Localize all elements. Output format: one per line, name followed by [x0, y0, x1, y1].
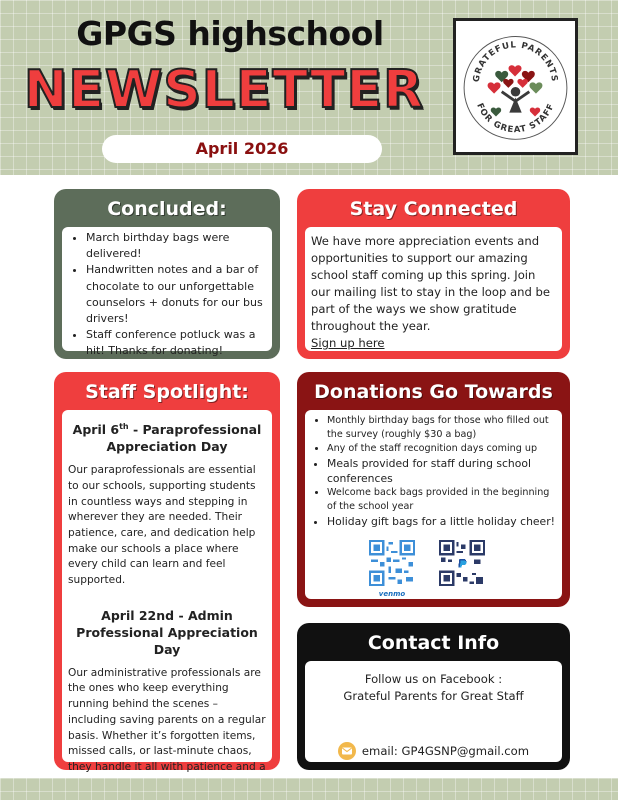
logo-text-bottom: FOR GREAT STAFF [474, 101, 557, 136]
list-item: • Handwritten notes and a bar of chocolate to our unforgettable counselors + donuts for our bus drivers! [86, 262, 266, 327]
list-item: • Holiday gift bags for a little holiday cheer! [327, 514, 556, 529]
stay-connected-heading: Stay Connected [349, 198, 518, 220]
contact-card [297, 623, 570, 770]
paypal-qr-icon[interactable] [439, 540, 485, 586]
facebook-page-name[interactable]: Grateful Parents for Great Staff [343, 689, 524, 703]
list-item: • March birthday bags were delivered! [86, 230, 266, 262]
event-body-admin: Our administrative professionals are the ones who keep everything running behind the scenes – including saving parents on a regular basis. Whether it’s forgotten items, missed calls, or last-minute chaos, they handle it all with patience and a [68, 666, 266, 773]
event-title-paraprofessional: April 6th - Paraprofessional Appreciation Day [72, 422, 262, 455]
event-body-paraprofessional: Our paraprofessionals are essential to our schools, supporting students in countless ways and stepping in wherever they are needed. Their patience, care, and dedication help make our schools a place where every child can learn and feel supported. [68, 464, 256, 587]
staff-spotlight-card [54, 372, 280, 773]
heart-tree-icon [488, 65, 543, 116]
contact-heading: Contact Info [367, 632, 500, 654]
concluded-body [62, 227, 272, 358]
stay-connected-body [305, 227, 562, 351]
payment-qr-row [305, 540, 562, 600]
venmo-label: venmo [378, 590, 406, 598]
list-item: • Meals provided for staff during school conferences [327, 456, 556, 486]
email-row [305, 741, 562, 761]
envelope-icon [338, 742, 356, 760]
stay-connected-card [297, 189, 570, 359]
sign-up-link[interactable]: Sign up here [311, 336, 385, 350]
facebook-info [305, 671, 562, 705]
donations-heading: Donations Go Towards [314, 381, 553, 403]
concluded-heading: Concluded: [107, 198, 227, 220]
staff-spotlight-body [62, 410, 272, 773]
list-item: • Staff conference potluck was a hit! Thanks for donating! [86, 327, 266, 359]
staff-spotlight-heading: Staff Spotlight: [85, 381, 249, 403]
donations-card [297, 372, 570, 607]
donations-list [311, 414, 556, 529]
logo-text-top: GRATEFUL PARENTS [471, 40, 560, 83]
venmo-qr-icon[interactable] [369, 540, 415, 586]
organization-logo [453, 18, 578, 155]
contact-body [305, 661, 562, 762]
stay-connected-text: We have more appreciation events and opportunities to support our amazing school staff coming up this spring. Join our mailing list to stay in the loop and be part of the ways we show gratitude throughout the year. [311, 234, 551, 333]
list-item: • Monthly birthday bags for those who filled out the survey (roughly $30 a bag) [327, 414, 556, 442]
school-name: GPGS highschool [76, 14, 384, 53]
list-item: • Welcome back bags provided in the beginning of the school year [327, 486, 556, 514]
list-item: • Any of the staff recognition days coming up [327, 442, 556, 456]
donations-body [305, 410, 562, 599]
email-address[interactable]: email: GP4GSNP@gmail.com [361, 743, 530, 758]
facebook-line: Follow us on Facebook : [364, 672, 503, 686]
concluded-card [54, 189, 280, 359]
event-title-admin: April 22nd - Admin Professional Appreciation Day [76, 607, 258, 657]
issue-date: April 2026 [102, 135, 382, 163]
concluded-list [70, 230, 266, 360]
newsletter-title: NEWSLETTER [23, 60, 425, 120]
footer-background [0, 778, 618, 800]
